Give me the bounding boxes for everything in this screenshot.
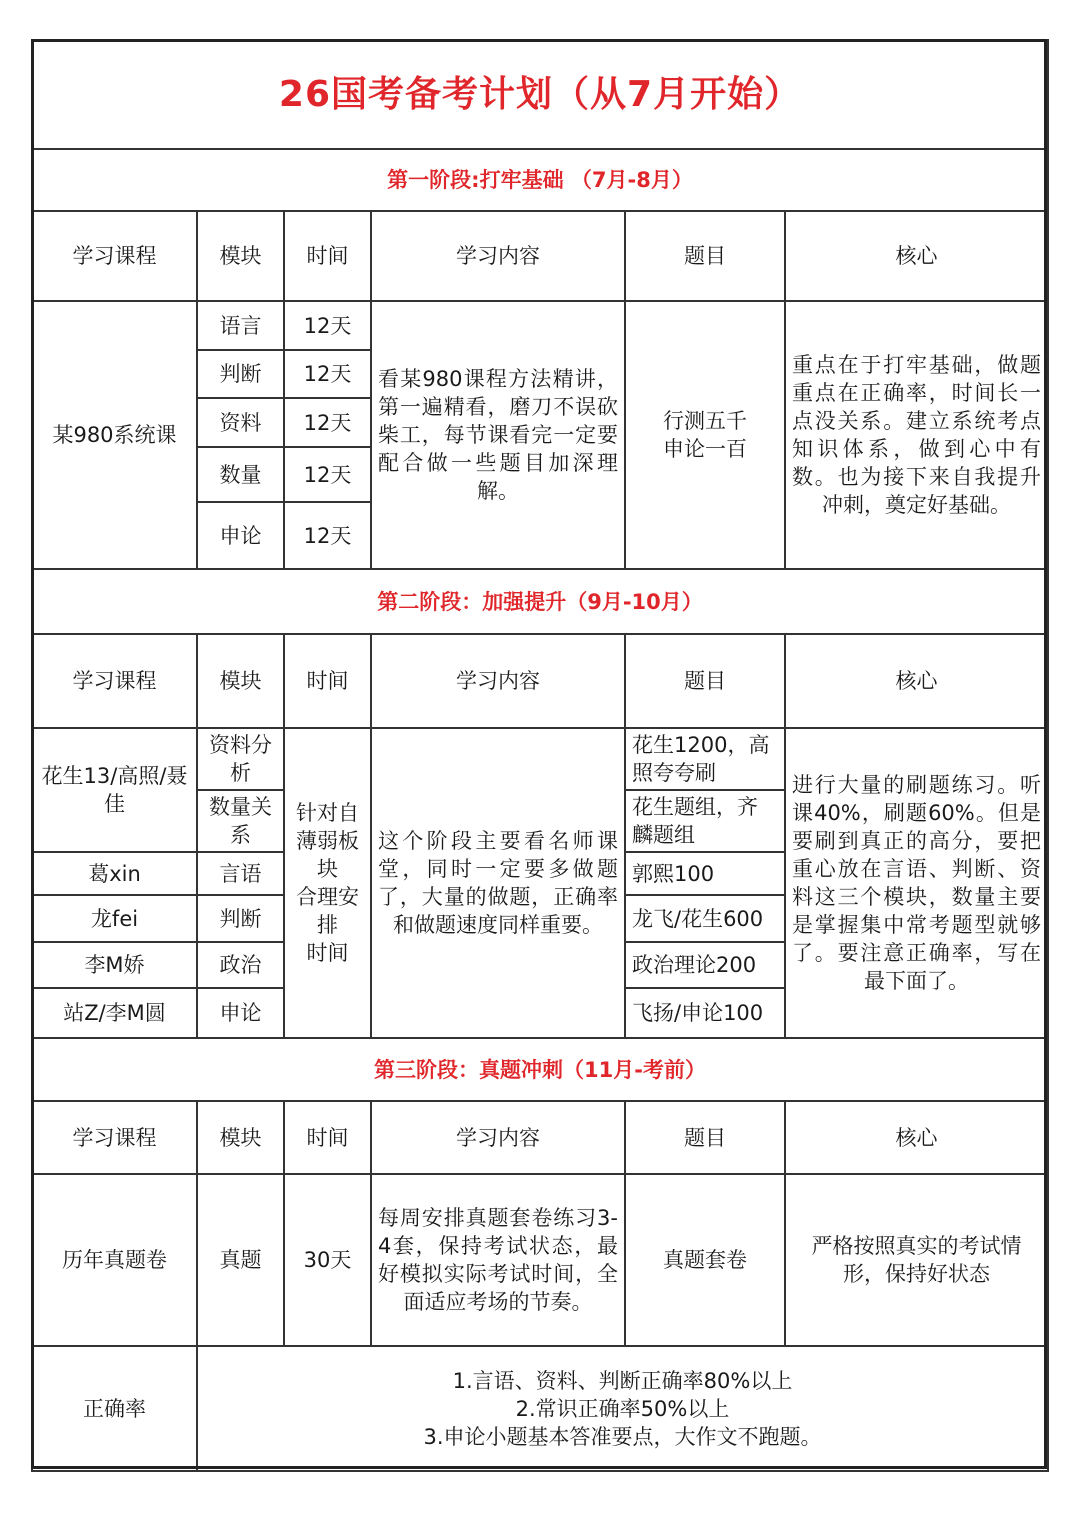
header-content: 学习内容 — [371, 634, 625, 728]
stage2-questions: 花生1200，高照夸夸刷 — [625, 728, 785, 790]
accuracy-item: 3.申论小题基本答准要点，大作文不跑题。 — [423, 1424, 822, 1449]
accuracy-item: 2.常识正确率50%以上 — [515, 1396, 730, 1421]
header-module: 模块 — [197, 1101, 284, 1174]
sheet-border — [31, 39, 1047, 1469]
stage2-questions: 郭熙100 — [625, 852, 785, 895]
header-module: 模块 — [197, 211, 284, 301]
header-core: 核心 — [785, 1101, 1048, 1174]
header-core: 核心 — [785, 211, 1048, 301]
header-course: 学习课程 — [32, 634, 197, 728]
header-questions: 题目 — [625, 634, 785, 728]
stage3-module: 真题 — [197, 1174, 284, 1346]
stage2-time: 针对自薄弱板块 合理安排 时间 — [284, 728, 371, 1038]
header-questions: 题目 — [625, 1101, 785, 1174]
stage1-core: 重点在于打牢基础，做题重点在正确率，时间长一点没关系。建立系统考点知识体系，做到心中有数。也为接下来自我提升冲刺，奠定好基础。 — [785, 301, 1048, 569]
header-content: 学习内容 — [371, 1101, 625, 1174]
stage3-time: 30天 — [284, 1174, 371, 1346]
stage2-questions: 政治理论200 — [625, 942, 785, 988]
stage2-course: 葛xin — [32, 852, 197, 895]
stage3-questions: 真题套卷 — [625, 1174, 785, 1346]
stage3-core: 严格按照真实的考试情形，保持好状态 — [785, 1174, 1048, 1346]
stage2-module: 资料分析 — [197, 728, 284, 790]
stage1-time: 12天 — [284, 502, 371, 569]
header-questions: 题目 — [625, 211, 785, 301]
stage2-title: 第二阶段：加强提升（9月-10月） — [32, 569, 1048, 634]
stage1-time: 12天 — [284, 301, 371, 350]
stage1-module: 判断 — [197, 350, 284, 398]
stage1-module: 数量 — [197, 447, 284, 502]
page-title: 26国考备考计划（从7月开始） — [32, 40, 1048, 149]
stage2-course-a: 花生13/高照/聂佳 — [32, 728, 197, 852]
stage1-questions: 行测五千 申论一百 — [625, 301, 785, 569]
accuracy-label: 正确率 — [32, 1346, 197, 1471]
accuracy-item: 1.言语、资料、判断正确率80%以上 — [452, 1368, 793, 1393]
header-time: 时间 — [284, 1101, 371, 1174]
stage2-questions: 龙飞/花生600 — [625, 895, 785, 942]
stage2-module: 数量关系 — [197, 790, 284, 852]
stage1-time: 12天 — [284, 447, 371, 502]
stage1-module: 申论 — [197, 502, 284, 569]
stage2-content: 这个阶段主要看名师课堂，同时一定要多做题了，大量的做题，正确率和做题速度同样重要。 — [371, 728, 625, 1038]
stage2-module: 言语 — [197, 852, 284, 895]
stage2-course: 龙fei — [32, 895, 197, 942]
stage1-content: 看某980课程方法精讲，第一遍精看，磨刀不误砍柴工，每节课看完一定要配合做一些题目加深理解。 — [371, 301, 625, 569]
stage2-course: 李M娇 — [32, 942, 197, 988]
stage1-time: 12天 — [284, 350, 371, 398]
stage2-core: 进行大量的刷题练习。听课40%，刷题60%。但是要刷到真正的高分，要把重心放在言语、判断、资料这三个模块，数量主要是掌握集中常考题型就够了。要注意正确率，写在最下面了。 — [785, 728, 1048, 1038]
stage2-module: 申论 — [197, 988, 284, 1038]
stage3-title: 第三阶段：真题冲刺（11月-考前） — [32, 1038, 1048, 1101]
stage2-questions: 花生题组，齐麟题组 — [625, 790, 785, 852]
header-course: 学习课程 — [32, 1101, 197, 1174]
stage1-module: 语言 — [197, 301, 284, 350]
stage1-module: 资料 — [197, 398, 284, 447]
header-content: 学习内容 — [371, 211, 625, 301]
header-course: 学习课程 — [32, 211, 197, 301]
header-core: 核心 — [785, 634, 1048, 728]
header-time: 时间 — [284, 634, 371, 728]
stage1-title: 第一阶段:打牢基础 （7月-8月） — [32, 149, 1048, 211]
stage1-time: 12天 — [284, 398, 371, 447]
stage2-course: 站Z/李M圆 — [32, 988, 197, 1038]
header-time: 时间 — [284, 211, 371, 301]
stage3-content: 每周安排真题套卷练习3-4套，保持考试状态，最好模拟实际考试时间，全面适应考场的节奏。 — [371, 1174, 625, 1346]
stage1-course: 某980系统课 — [32, 301, 197, 569]
header-module: 模块 — [197, 634, 284, 728]
stage2-questions: 飞扬/申论100 — [625, 988, 785, 1038]
stage2-module: 判断 — [197, 895, 284, 942]
stage2-module: 政治 — [197, 942, 284, 988]
stage3-course: 历年真题卷 — [32, 1174, 197, 1346]
